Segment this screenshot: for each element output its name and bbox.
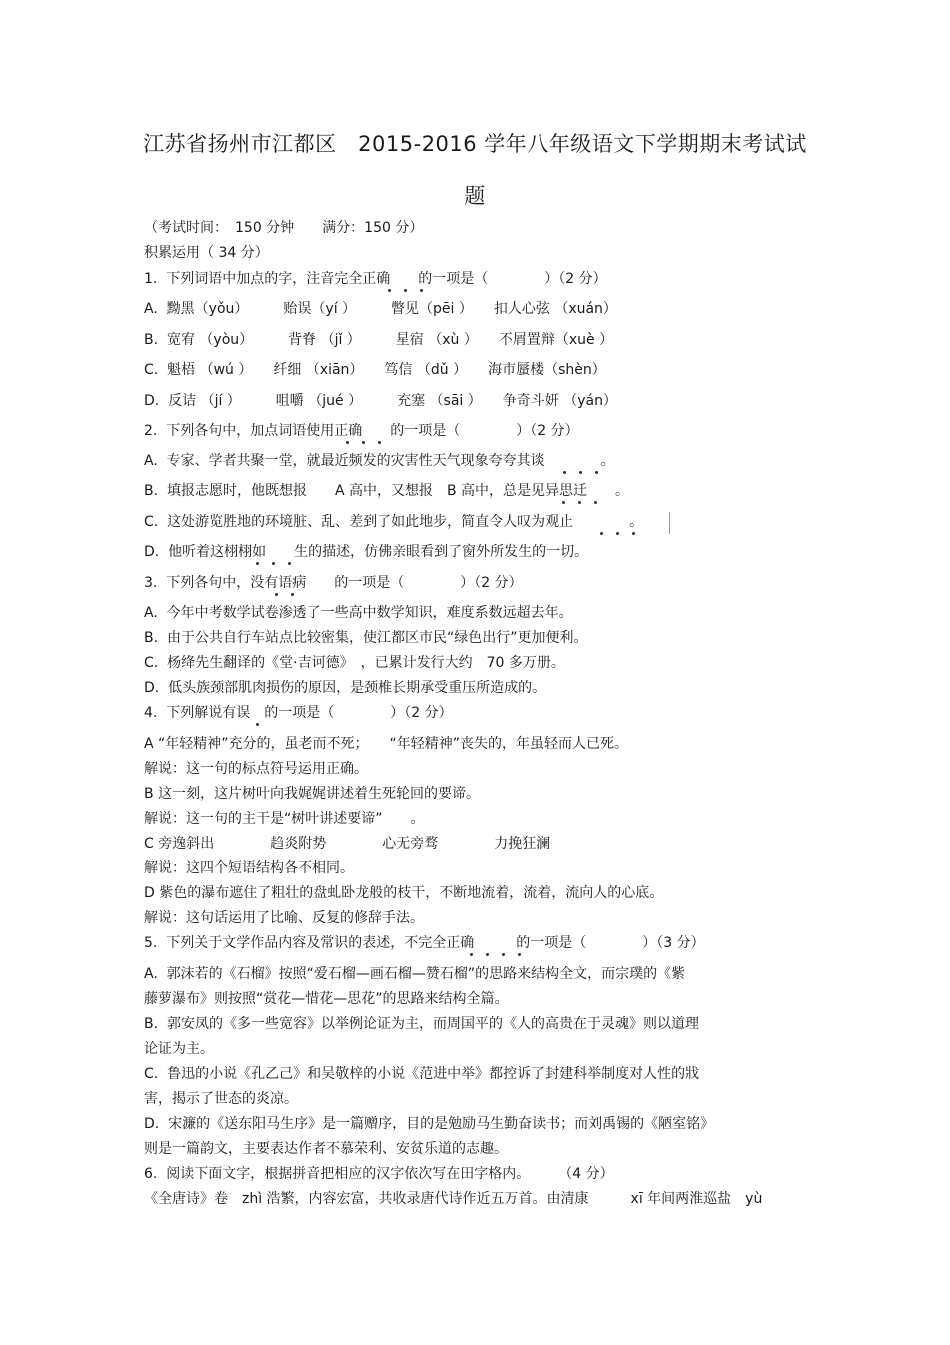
q4-item-b: B 这一刻，这片树叶向我娓娓讲述着生死轮回的要谛。	[144, 786, 481, 802]
q2-stem: 2. 下列各句中，加点词语使用正确 的一项是（ ）（2 分）	[144, 423, 579, 439]
q3-option-b: B. 由于公共自行车站点比较密集，使江都区市民“绿色出行”更加便利。	[144, 630, 588, 646]
q1-option-a: A. 黝黑（yǒu） 贻误（yí ） 瞥见（pēi ） 扣人心弦 （xuán）	[144, 301, 617, 317]
q3-option-a: A. 今年中考数学试卷渗透了一些高中数学知识，难度系数远超去年。	[144, 605, 573, 621]
q4-stem: 4. 下列解说有误 的一项是（ ）（2 分）	[144, 705, 453, 721]
q5-option-a-line2: 藤萝瀑布》则按照“赏花—惜花—思花”的思路来结构全篇。	[144, 991, 509, 1007]
section-heading: 积累运用（ 34 分）	[144, 245, 269, 261]
q5-option-d-line1: D. 宋濂的《送东阳马生序》是一篇赠序，目的是勉励马生勤奋读书；而刘禹锡的《陋室铭》	[144, 1116, 715, 1132]
q4-item-d: D 紫色的瀑布遮住了粗壮的盘虬卧龙般的枝干，不断地流着，流着，流向人的心底。	[144, 885, 664, 901]
q5-option-c-line1: C. 鲁迅的小说《孔乙己》和吴敬梓的小说《范进中举》都控诉了封建科举制度对人性的戕	[144, 1066, 700, 1082]
q4-explanation-a: 解说：这一句的标点符号运用正确。	[144, 761, 368, 777]
q4-explanation-b: 解说：这一句的主干是“树叶讲述要谛” 。	[144, 811, 425, 827]
q3-option-c: C. 杨绛先生翻译的《堂·吉诃德》 ，已累计发行大约 70 多万册。	[144, 655, 565, 671]
q2-option-d: D. 他听着这栩栩如 生的描述，仿佛亲眼看到了窗外所发生的一切。	[144, 544, 589, 560]
document-title-line1: 江苏省扬州市江都区 2015-2016 学年八年级语文下学期期末考试试	[143, 132, 807, 156]
q1-option-b: B. 宽宥 （yòu） 背脊 （jǐ ） 星宿 （xù ） 不屑置辩（xuè ）	[144, 332, 614, 348]
q5-option-b-line2: 论证为主。	[144, 1041, 214, 1057]
q2-option-c: C. 这处游览胜地的环境脏、乱、差到了如此地步，简直令人叹为观止 。	[144, 514, 644, 530]
q6-stem: 6. 阅读下面文字，根据拼音把相应的汉字依次写在田字格内。 （4 分）	[144, 1166, 614, 1182]
q3-stem: 3. 下列各句中，没有语病 的一项是（ ）（2 分）	[144, 575, 523, 591]
q5-stem: 5. 下列关于文学作品内容及常识的表述，不完全正确 的一项是（ ）（3 分）	[144, 935, 705, 951]
q3-option-d: D. 低头族颈部肌肉损伤的原因，是颈椎长期承受重压所造成的。	[144, 680, 547, 696]
q1-option-c: C. 魁梧 （wú ） 纤细 （xiān） 笃信 （dǔ ） 海市蜃楼（shèn）	[144, 362, 606, 378]
scan-mark	[669, 512, 670, 534]
q4-item-c: C 旁逸斜出 趋炎附势 心无旁骛 力挽狂澜	[144, 836, 551, 852]
q5-option-a-line1: A. 郭沫若的《石榴》按照“爱石榴—画石榴—赞石榴”的思路来结构全文，而宗璞的《紫	[144, 966, 686, 982]
q5-option-b-line1: B. 郭安凤的《多一些宽容》以举例论证为主，而周国平的《人的高贵在于灵魂》则以道理	[144, 1016, 699, 1032]
q5-option-c-line2: 害，揭示了世态的炎凉。	[144, 1091, 298, 1107]
q1-stem: 1. 下列词语中加点的字，注音完全正确 的一项是（ ）（2 分）	[144, 271, 607, 287]
q4-explanation-d: 解说：这句话运用了比喻、反复的修辞手法。	[144, 910, 424, 926]
q2-option-a: A. 专家、学者共聚一堂，就最近频发的灾害性天气现象夸夸其谈 。	[144, 453, 615, 469]
q5-option-d-line2: 则是一篇韵文，主要表达作者不慕荣利、安贫乐道的志趣。	[144, 1141, 508, 1157]
q4-item-a: A “年轻精神”充分的，虽老而不死； “年轻精神”丧失的，年虽轻而人已死。	[144, 736, 629, 752]
q4-explanation-c: 解说：这四个短语结构各不相同。	[144, 860, 354, 876]
q2-option-b: B. 填报志愿时，他既想报 A 高中，又想报 B 高中，总是见异思迁 。	[144, 483, 630, 499]
q6-passage: 《全唐诗》卷 zhì 浩繁，内容宏富，共收录唐代诗作近五万首。由清康 xī 年间两淮巡盐 yù	[144, 1191, 763, 1207]
document-title-line2: 题	[464, 184, 486, 208]
exam-info: （考试时间： 150 分钟 满分：150 分）	[144, 220, 424, 236]
q1-option-d: D. 反诘 （jí ） 咀嚼 （jué ） 充塞 （sāi ） 争奇斗妍 （yán）	[144, 393, 617, 409]
